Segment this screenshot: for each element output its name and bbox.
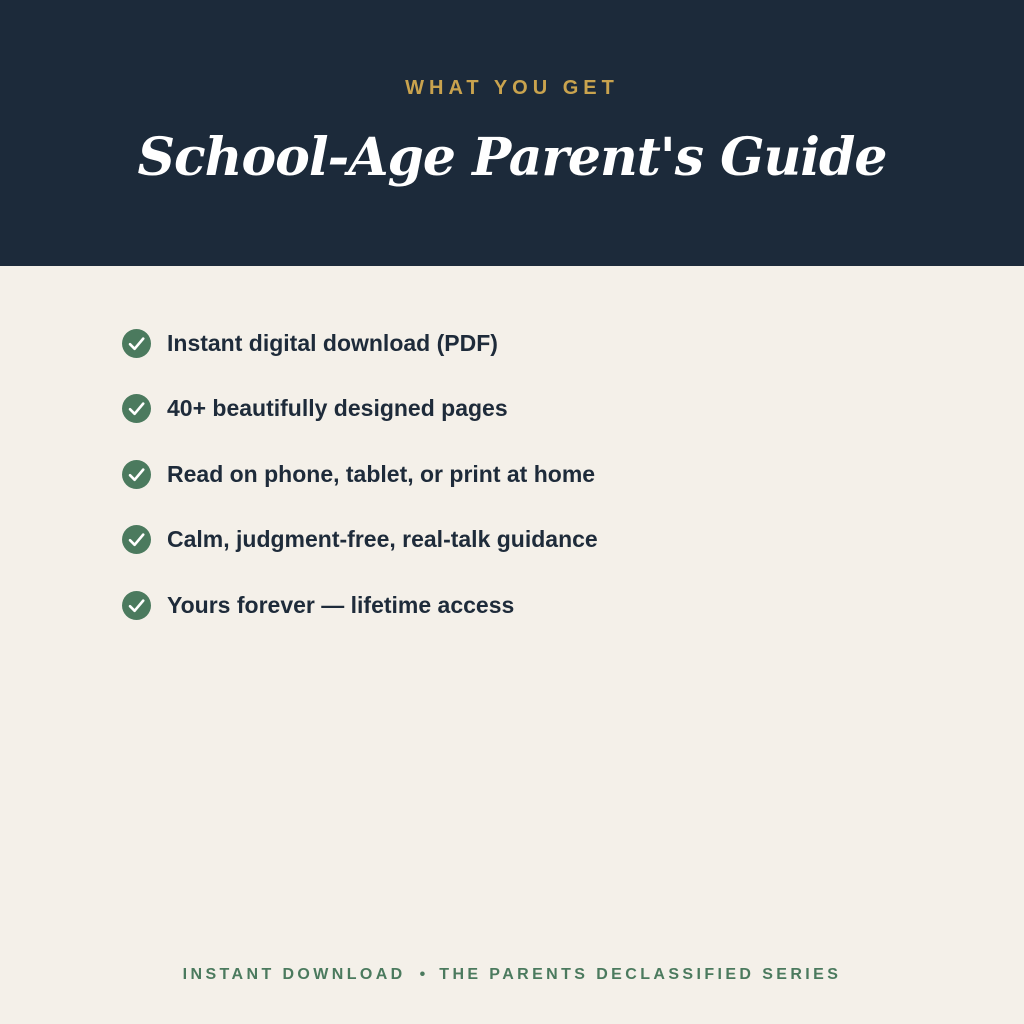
- check-circle-icon: [122, 394, 151, 423]
- footer-label-series: THE PARENTS DECLASSIFIED SERIES: [439, 966, 842, 983]
- check-circle-icon: [122, 591, 151, 620]
- feature-text: Calm, judgment-free, real-talk guidance: [167, 526, 598, 552]
- feature-item: [122, 519, 598, 561]
- feature-text: Read on phone, tablet, or print at home: [167, 460, 596, 487]
- feature-item: [122, 453, 598, 495]
- feature-list: [122, 322, 598, 650]
- feature-text: Instant digital download (PDF): [167, 329, 498, 356]
- footer-label-download: INSTANT DOWNLOAD: [182, 966, 406, 983]
- feature-item: [122, 388, 598, 430]
- feature-text: 40+ beautifully designed pages: [167, 395, 508, 421]
- eyebrow-label: WHAT YOU GET: [405, 77, 619, 99]
- feature-text: Yours forever — lifetime access: [167, 591, 515, 618]
- header-banner: [0, 0, 1024, 266]
- footer-tagline: [0, 966, 1024, 984]
- feature-item: [122, 322, 598, 364]
- footer-separator: •: [419, 966, 426, 983]
- check-circle-icon: [122, 460, 151, 489]
- check-circle-icon: [122, 525, 151, 554]
- check-circle-icon: [122, 329, 151, 358]
- page-title: School-Age Parent's Guide: [137, 127, 887, 188]
- feature-item: [122, 584, 598, 626]
